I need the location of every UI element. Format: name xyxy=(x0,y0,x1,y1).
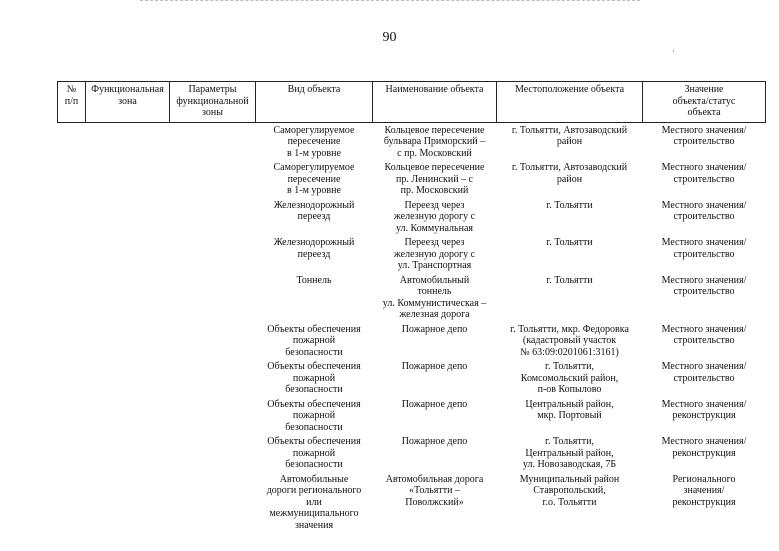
table-row xyxy=(58,275,766,324)
cell-object-name: Автомобильный тоннель ул. Коммунистическая – железная дорога xyxy=(382,274,487,320)
cell-object-location: Центральный район, мкр. Портовый xyxy=(525,398,614,421)
cell-functional-zone xyxy=(86,324,170,362)
cell-object-type: Объекты обеспечения пожарной безопасности xyxy=(267,361,361,395)
cell-object-location: г. Тольятти, Комсомольский район, п-ов Копылово xyxy=(520,361,619,395)
cell-object-name: Автомобильная дорога «Тольятти – Поволжский» xyxy=(385,473,484,508)
cell-object-name: Пожарное депо xyxy=(401,436,468,447)
cell-number xyxy=(58,200,86,238)
cell-zone-parameters xyxy=(170,237,256,275)
cell-zone-parameters xyxy=(170,162,256,200)
cell-number xyxy=(58,399,86,437)
table-body xyxy=(58,122,766,534)
cell-number xyxy=(58,324,86,362)
cell-object-location: г. Тольятти, Центральный район, ул. Новозаводская, 7Б xyxy=(522,436,617,470)
table-row xyxy=(58,474,766,535)
cell-object-type: Саморегулируемое пересечение в 1-м уровне xyxy=(273,124,355,159)
cell-object-location: г. Тольятти, Автозаводский район xyxy=(511,162,628,185)
cell-number xyxy=(58,436,86,474)
cell-object-location: г. Тольятти, Автозаводский район xyxy=(511,124,628,147)
cell-object-type: Саморегулируемое пересечение в 1-м уровне xyxy=(273,162,355,196)
cell-zone-parameters xyxy=(170,122,256,162)
cell-object-location: г. Тольятти xyxy=(546,199,593,211)
objects-table-container xyxy=(57,81,765,534)
scan-edge-artifact xyxy=(140,0,640,3)
cell-object-type: Железнодорожный переезд xyxy=(273,237,355,260)
header-functional-zone: Функциональная зона xyxy=(86,82,170,123)
cell-zone-parameters xyxy=(170,436,256,474)
page-number: 90 xyxy=(382,30,397,45)
cell-number xyxy=(58,474,86,535)
cell-object-type: Объекты обеспечения пожарной безопасности xyxy=(267,398,361,433)
cell-functional-zone xyxy=(86,162,170,200)
cell-number xyxy=(58,361,86,399)
cell-object-status: Местного значения/ строительство xyxy=(661,237,747,260)
cell-zone-parameters xyxy=(170,324,256,362)
cell-object-status: Местного значения/ строительство xyxy=(661,361,747,384)
table-row xyxy=(58,200,766,238)
header-object-name: Наименование объекта xyxy=(373,82,497,123)
cell-object-name: Пожарное депо xyxy=(401,361,468,372)
header-object-type: Вид объекта xyxy=(256,82,373,123)
cell-object-name: Кольцевое пересечение пр. Ленинский – с пр. Московский xyxy=(384,162,485,196)
cell-number xyxy=(58,122,86,162)
cell-object-location: г. Тольятти xyxy=(546,237,593,248)
cell-object-status: Местного значения/ реконструкция xyxy=(661,398,747,421)
cell-functional-zone xyxy=(86,361,170,399)
cell-object-name: Переезд через железную дорогу с ул. Транспортная xyxy=(393,237,476,271)
cell-object-status: Местного значения/ реконструкция xyxy=(661,436,747,459)
cell-object-name: Пожарное депо xyxy=(401,323,468,335)
table-row xyxy=(58,122,766,162)
cell-number xyxy=(58,275,86,324)
cell-functional-zone xyxy=(86,275,170,324)
header-zone-parameters: Параметры функциональной зоны xyxy=(170,82,256,123)
table-row xyxy=(58,361,766,399)
table-row xyxy=(58,237,766,275)
header-object-location: Местоположение объекта xyxy=(497,82,643,123)
cell-zone-parameters xyxy=(170,474,256,535)
cell-zone-parameters xyxy=(170,200,256,238)
cell-object-location: г. Тольятти xyxy=(546,274,593,286)
cell-functional-zone xyxy=(86,399,170,437)
cell-object-status: Местного значения/ строительство xyxy=(661,162,747,185)
cell-object-type: Объекты обеспечения пожарной безопасности xyxy=(267,436,361,470)
table-row xyxy=(58,399,766,437)
table-header xyxy=(58,82,766,123)
cell-object-type: Железнодорожный переезд xyxy=(273,199,355,222)
cell-zone-parameters xyxy=(170,275,256,324)
cell-object-type: Объекты обеспечения пожарной безопасности xyxy=(267,323,361,358)
objects-table xyxy=(57,81,766,534)
scan-speck: ʻ xyxy=(672,48,675,58)
cell-object-location: г. Тольятти, мкр. Федоровка (кадастровый участок № 63:09:0201061:3161) xyxy=(510,323,629,358)
cell-object-name: Кольцевое пересечение бульвара Приморский – с пр. Московский xyxy=(383,124,486,159)
cell-functional-zone xyxy=(86,474,170,535)
table-row xyxy=(58,436,766,474)
cell-functional-zone xyxy=(86,122,170,162)
cell-object-status: Местного значения/ строительство xyxy=(661,323,747,346)
cell-functional-zone xyxy=(86,436,170,474)
cell-object-location: Муниципальный район Ставропольский, г.о. Тольятти xyxy=(519,473,620,508)
cell-functional-zone xyxy=(86,237,170,275)
cell-functional-zone xyxy=(86,200,170,238)
header-number: № п/п xyxy=(58,82,86,123)
table-row xyxy=(58,162,766,200)
cell-object-name: Пожарное депо xyxy=(401,398,468,410)
cell-object-status: Местного значения/ строительство xyxy=(661,124,747,147)
cell-object-type: Тоннель xyxy=(296,274,332,286)
header-object-status: Значение объекта/статус объекта xyxy=(643,82,766,123)
cell-object-status: Местного значения/ строительство xyxy=(661,199,747,222)
cell-object-status: Регионального значения/ реконструкция xyxy=(672,473,736,508)
cell-zone-parameters xyxy=(170,399,256,437)
cell-zone-parameters xyxy=(170,361,256,399)
cell-object-status: Местного значения/ строительство xyxy=(661,274,747,297)
cell-number xyxy=(58,237,86,275)
cell-object-name: Переезд через железную дорогу с ул. Коммунальная xyxy=(393,199,476,234)
table-row xyxy=(58,324,766,362)
cell-object-type: Автомобильные дороги регионального или межмуниципального значения xyxy=(266,473,362,531)
cell-number xyxy=(58,162,86,200)
